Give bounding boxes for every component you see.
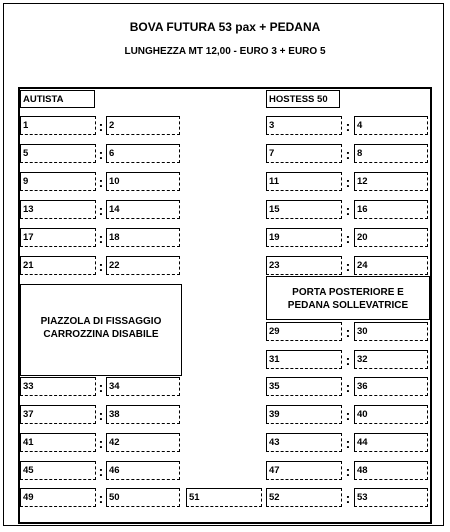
seat-31[interactable]: 31 [266, 350, 342, 369]
seat-6[interactable]: 6 [106, 144, 180, 163]
aisle-separator: : [345, 352, 351, 368]
seat-5[interactable]: 5 [20, 144, 96, 163]
wheelchair-zone [20, 284, 182, 376]
seat-21[interactable]: 21 [20, 256, 96, 275]
aisle-separator: : [98, 174, 104, 190]
aisle-separator: : [98, 490, 104, 506]
aisle-separator: : [345, 230, 351, 246]
seat-37[interactable]: 37 [20, 405, 96, 424]
aisle-separator: : [345, 435, 351, 451]
seat-9[interactable]: 9 [20, 172, 96, 191]
aisle-separator: : [345, 146, 351, 162]
rear-door-zone [266, 276, 430, 320]
aisle-separator: : [98, 435, 104, 451]
rear-door-zone-label: PORTA POSTERIORE E PEDANA SOLLEVATRICE [287, 287, 409, 311]
aisle-separator: : [345, 407, 351, 423]
seat-13[interactable]: 13 [20, 200, 96, 219]
seat-23[interactable]: 23 [266, 256, 342, 275]
aisle-separator: : [345, 118, 351, 134]
seat-41[interactable]: 41 [20, 433, 96, 452]
aisle-separator: : [98, 463, 104, 479]
seat-44[interactable]: 44 [354, 433, 428, 452]
seat-40[interactable]: 40 [354, 405, 428, 424]
driver-label: AUTISTA [20, 90, 95, 108]
seat-53[interactable]: 53 [354, 488, 428, 507]
seat-29[interactable]: 29 [266, 322, 342, 341]
page-title: BOVA FUTURA 53 pax + PEDANA [129, 20, 321, 34]
aisle-separator: : [98, 230, 104, 246]
seat-2[interactable]: 2 [106, 116, 180, 135]
seat-45[interactable]: 45 [20, 461, 96, 480]
seat-52[interactable]: 52 [266, 488, 342, 507]
seat-48[interactable]: 48 [354, 461, 428, 480]
aisle-separator: : [345, 202, 351, 218]
seat-14[interactable]: 14 [106, 200, 180, 219]
aisle-separator: : [98, 146, 104, 162]
seat-51[interactable]: 51 [186, 488, 262, 507]
seat-33[interactable]: 33 [20, 377, 96, 396]
seat-4[interactable]: 4 [354, 116, 428, 135]
seat-30[interactable]: 30 [354, 322, 428, 341]
seat-35[interactable]: 35 [266, 377, 342, 396]
seat-39[interactable]: 39 [266, 405, 342, 424]
seat-3[interactable]: 3 [266, 116, 342, 135]
aisle-separator: : [98, 202, 104, 218]
seat-43[interactable]: 43 [266, 433, 342, 452]
seat-17[interactable]: 17 [20, 228, 96, 247]
aisle-separator: : [98, 258, 104, 274]
seat-20[interactable]: 20 [354, 228, 428, 247]
aisle-separator: : [98, 379, 104, 395]
seat-38[interactable]: 38 [106, 405, 180, 424]
aisle-separator: : [345, 379, 351, 395]
seat-24[interactable]: 24 [354, 256, 428, 275]
seat-50[interactable]: 50 [106, 488, 180, 507]
seat-10[interactable]: 10 [106, 172, 180, 191]
aisle-separator: : [345, 174, 351, 190]
aisle-separator: : [98, 407, 104, 423]
seat-42[interactable]: 42 [106, 433, 180, 452]
seat-7[interactable]: 7 [266, 144, 342, 163]
aisle-separator: : [345, 490, 351, 506]
seat-8[interactable]: 8 [354, 144, 428, 163]
aisle-separator: : [345, 258, 351, 274]
seat-15[interactable]: 15 [266, 200, 342, 219]
seat-32[interactable]: 32 [354, 350, 428, 369]
seat-49[interactable]: 49 [20, 488, 96, 507]
seat-34[interactable]: 34 [106, 377, 180, 396]
seat-36[interactable]: 36 [354, 377, 428, 396]
seat-18[interactable]: 18 [106, 228, 180, 247]
aisle-separator: : [345, 324, 351, 340]
seat-16[interactable]: 16 [354, 200, 428, 219]
wheelchair-zone-label: PIAZZOLA DI FISSAGGIO CARROZZINA DISABILE [40, 316, 162, 340]
page-subtitle: LUNGHEZZA MT 12,00 - EURO 3 + EURO 5 [124, 46, 326, 57]
seat-46[interactable]: 46 [106, 461, 180, 480]
seat-12[interactable]: 12 [354, 172, 428, 191]
seat-1[interactable]: 1 [20, 116, 96, 135]
aisle-separator: : [345, 463, 351, 479]
seat-19[interactable]: 19 [266, 228, 342, 247]
aisle-separator: : [98, 118, 104, 134]
seat-22[interactable]: 22 [106, 256, 180, 275]
hostess-seat[interactable]: HOSTESS 50 [266, 90, 340, 108]
seat-11[interactable]: 11 [266, 172, 342, 191]
seat-47[interactable]: 47 [266, 461, 342, 480]
